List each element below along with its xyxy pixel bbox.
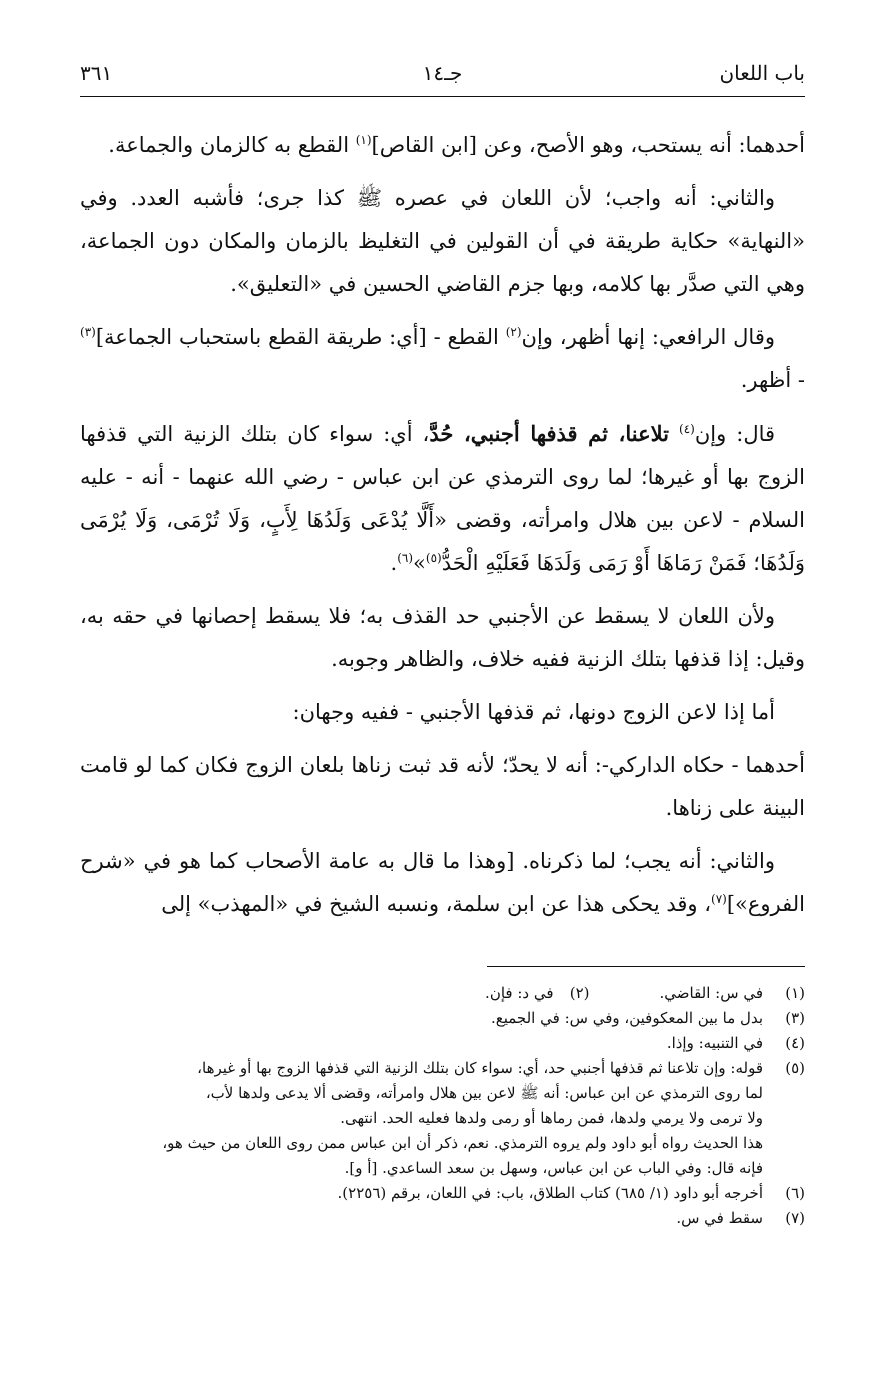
footnote-1-2 xyxy=(80,981,805,1006)
text-run: وقال الرافعي: إنها أظهر، وإن xyxy=(521,325,775,349)
footnote-ref: (٢) xyxy=(505,325,522,339)
paragraph xyxy=(80,124,805,167)
text-run: أحدهما - حكاه الداركي-: أنه لا يحدّ؛ لأنه قد ثبت زناها بلعان الزوج فكان كما لو قامت البينة على زناها. xyxy=(80,753,805,820)
text-run xyxy=(669,422,679,446)
paragraph xyxy=(80,316,805,402)
footnote-5-continued: فإنه قال: وفي الباب عن ابن عباس، وسهل بن سعد الساعدي. [أ و]. xyxy=(344,1159,763,1177)
footnote-number: (٢) xyxy=(569,984,590,1002)
footnote-ref: (٦) xyxy=(397,551,414,565)
footnote-6 xyxy=(80,1181,805,1206)
paragraph xyxy=(80,691,805,734)
text-run: ، وقد يحكى هذا عن ابن سلمة، ونسبه الشيخ في «المهذب» إلى xyxy=(161,892,712,916)
footnote-rule xyxy=(487,966,805,967)
paragraph xyxy=(80,744,805,830)
footnote-number: (٤) xyxy=(785,1034,805,1052)
text-run: قال: وإن xyxy=(694,422,776,446)
footnote-number: (٣) xyxy=(785,1009,805,1027)
text-run: . xyxy=(390,551,398,575)
footnote-ref: (٥) xyxy=(425,551,442,565)
footnote-number: (٦) xyxy=(785,1184,805,1202)
footnote-3 xyxy=(80,1006,805,1031)
paragraph xyxy=(80,412,805,585)
footnote-text: في س: القاضي. xyxy=(659,984,763,1002)
footnote-ref: (١) xyxy=(355,133,372,147)
text-run: والثاني: أنه واجب؛ لأن اللعان في عصره ﷺ كذا جرى؛ فأشبه العدد. وفي «النهاية» حكاية طريقة في أن القولين في التغليظ بالزمان والمكان دون الجماعة، وهي التي صدَّر بها كلامه، وبها جزم القاضي الحسين في «التعليق». xyxy=(80,186,805,296)
text-run: القطع به كالزمان والجماعة. xyxy=(108,133,356,157)
footnote-ref: (٣) xyxy=(80,325,96,339)
chapter-title: باب اللعان xyxy=(719,61,805,85)
footnote-text: في التنبيه: وإذا. xyxy=(666,1034,763,1052)
text-run: - أظهر. xyxy=(740,368,805,392)
footnote-5-continued: ولا ترمى ولا يرمي ولدها، فمن رماها أو رمى ولدها فعليه الحد. انتهى. xyxy=(340,1109,763,1127)
footnote-4 xyxy=(80,1031,805,1056)
bold-text: تلاعنا، ثم قذفها أجنبي، حُدَّ xyxy=(429,421,670,446)
footnote-text: سقط في س. xyxy=(676,1209,763,1227)
footnote-ref: (٤) xyxy=(679,422,695,436)
running-header xyxy=(80,58,805,94)
footnote-5-continued: هذا الحديث رواه أبو داود ولم يروه الترمذي. نعم، ذكر أن ابن عباس ممن روى اللعان من حيث هو، xyxy=(162,1134,763,1152)
page-number: ٣٦١ xyxy=(80,61,113,85)
text-run: » xyxy=(413,551,426,575)
footnote-5 xyxy=(80,1056,805,1081)
text-run: أحدهما: أنه يستحب، وهو الأصح، وعن [ابن القاص] xyxy=(371,133,805,157)
footnote-text: في د: فإن. xyxy=(485,984,554,1002)
footnote-number: (١) xyxy=(785,984,805,1002)
footnote-number: (٥) xyxy=(785,1059,805,1077)
text-run: ولأن اللعان لا يسقط عن الأجنبي حد القذف به؛ فلا يسقط إحصانها في حقه به، وقيل: إذا قذفها بتلك الزنية ففيه خلاف، والظاهر وجوبه. xyxy=(80,604,805,671)
text-run: ، أي: سواء كان بتلك الزنية التي قذفها الزوج بها أو غيرها؛ لما روى الترمذي عن ابن عباس - رضي الله عنهما - أنه - عليه السلام - لاعن بين هلال وامرأته، وقضى «أَلَّا يُدْعَى وَلَدُهَا لِأَبٍ، وَلَا تُرْمَى، وَلَا يُرْمَى وَلَدُهَا؛ فَمَنْ رَمَاهَا أَوْ رَمَى وَلَدَهَا فَعَلَيْهِ الْحَدُّ xyxy=(80,422,805,575)
text-run: والثاني: أنه يجب؛ لما ذكرناه. [وهذا ما قال به عامة الأصحاب كما هو في «شرح الفروع»] xyxy=(80,849,805,916)
paragraph xyxy=(80,840,805,926)
main-text xyxy=(80,124,805,936)
volume-label: جـ١٤ xyxy=(422,61,463,85)
footnotes xyxy=(80,981,805,1231)
header-rule xyxy=(80,96,805,97)
footnote-7 xyxy=(80,1206,805,1231)
text-run: القطع - [أي: طريقة القطع باستحباب الجماعة] xyxy=(95,325,506,349)
paragraph xyxy=(80,595,805,681)
footnote-number: (٧) xyxy=(785,1209,805,1227)
footnote-ref: (٧) xyxy=(711,892,727,906)
footnote-5-continued: لما روى الترمذي عن ابن عباس: أنه ﷺ لاعن بين هلال وامرأته، وقضى ألا يدعى ولدها لأب، xyxy=(205,1084,763,1102)
footnote-text: أخرجه أبو داود (١/ ٦٨٥) كتاب الطلاق، باب: في اللعان، برقم (٢٢٥٦). xyxy=(337,1184,763,1202)
paragraph xyxy=(80,177,805,306)
footnote-text: قوله: وإن تلاعنا ثم قذفها أجنبي حد، أي: سواء كان بتلك الزنية التي قذفها الزوج بها أو غيرها، xyxy=(197,1059,763,1077)
footnote-text: بدل ما بين المعكوفين، وفي س: في الجميع. xyxy=(490,1009,763,1027)
text-run: أما إذا لاعن الزوج دونها، ثم قذفها الأجنبي - ففيه وجهان: xyxy=(292,700,775,724)
